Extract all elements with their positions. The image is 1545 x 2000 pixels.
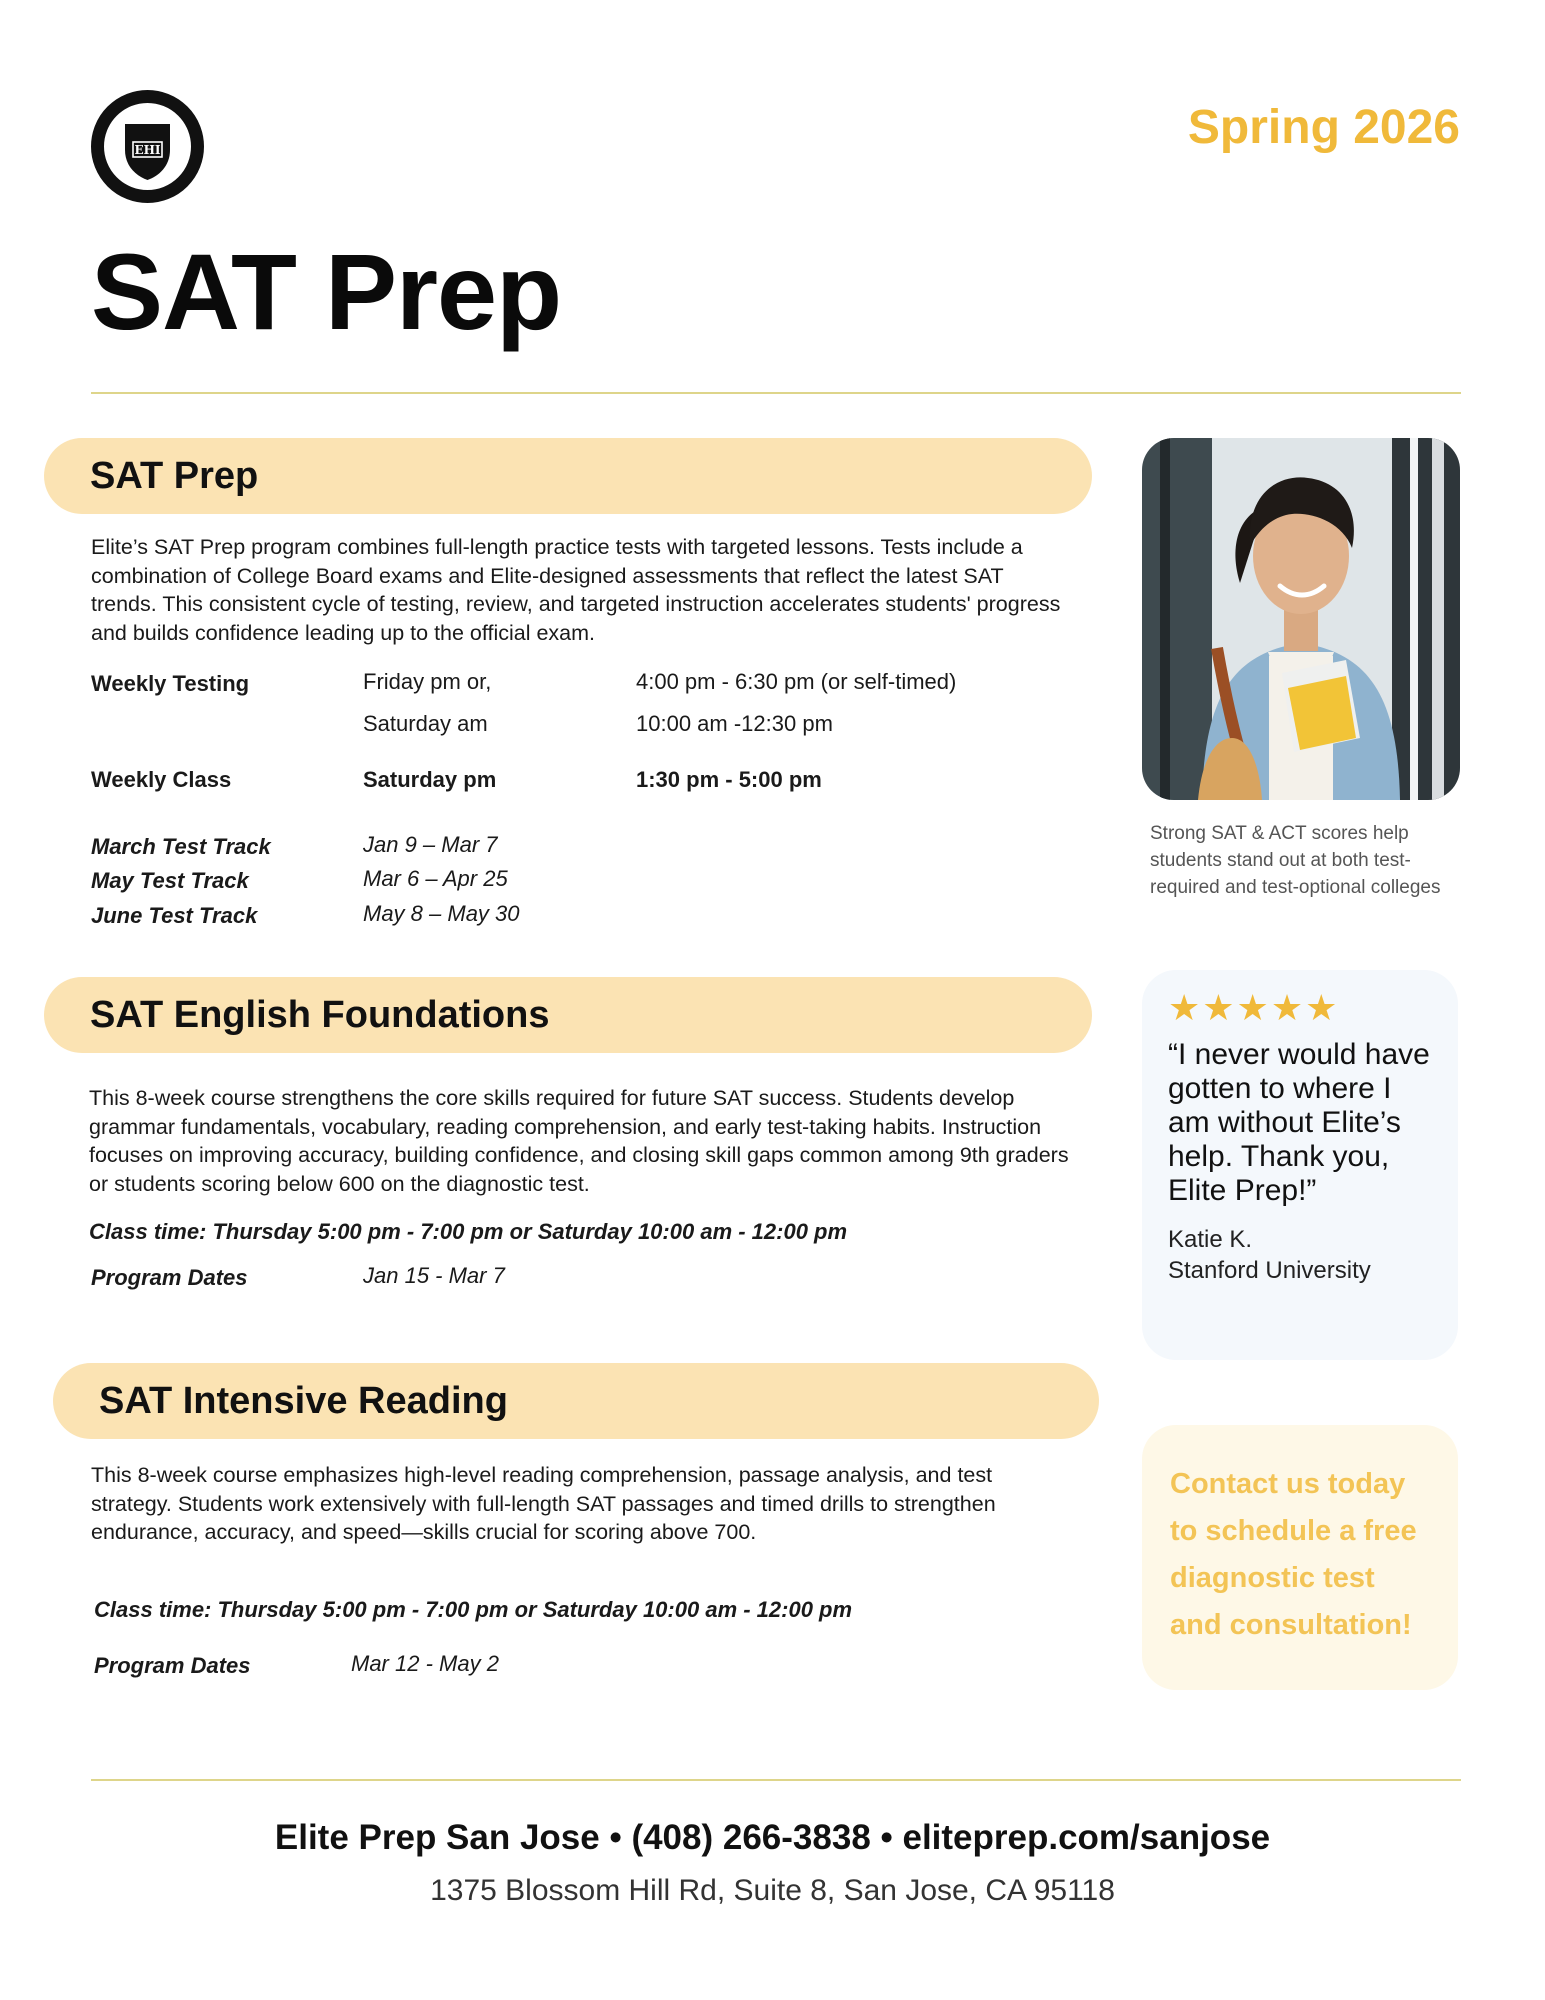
reading-class-time: Class time: Thursday 5:00 pm - 7:00 pm or Saturday 10:00 am - 12:00 pm <box>94 1597 853 1622</box>
section-header-sat-prep <box>44 438 1092 514</box>
testimonial-author-name: Katie K. <box>1168 1226 1253 1253</box>
logo <box>91 90 204 203</box>
page-title: SAT Prep <box>91 231 562 352</box>
track-name: May Test Track <box>91 868 249 893</box>
reading-program-dates: Mar 12 - May 2 <box>351 1651 499 1676</box>
logo-text: EHI <box>134 143 161 157</box>
track-name: June Test Track <box>91 903 258 928</box>
weekly-testing-day-1: Friday pm or, <box>363 669 492 694</box>
english-class-time: Class time: Thursday 5:00 pm - 7:00 pm or Saturday 10:00 am - 12:00 pm <box>89 1219 848 1244</box>
reading-program-dates-label: Program Dates <box>94 1653 251 1678</box>
student-photo <box>1142 438 1460 800</box>
weekly-class-day: Saturday pm <box>363 767 497 792</box>
weekly-testing-day-2: Saturday am <box>363 711 488 736</box>
weekly-testing-time-1: 4:00 pm - 6:30 pm (or self-timed) <box>636 669 957 694</box>
track-name: March Test Track <box>91 834 271 859</box>
top-divider <box>91 392 1461 394</box>
track-dates: May 8 – May 30 <box>363 901 520 926</box>
footer-divider <box>91 1779 1461 1781</box>
section-title: SAT Intensive Reading <box>99 1379 508 1422</box>
weekly-testing-time-2: 10:00 am -12:30 pm <box>636 711 833 736</box>
sat-prep-description: Elite’s SAT Prep program combines full-length practice tests with targeted lessons. Tests include a combination of College Board exams and Elite-designed assessments that reflect the latest SAT trends. This consistent cycle of testing, review, and targeted instruction accelerates students' progress and builds confidence leading up to the official exam. <box>91 535 1061 645</box>
footer-contact: Elite Prep San Jose • (408) 266-3838 • eliteprep.com/sanjose <box>274 1818 1271 1857</box>
section-header-reading <box>53 1363 1099 1439</box>
shield-crest-icon <box>91 90 204 203</box>
weekly-class-time: 1:30 pm - 5:00 pm <box>636 767 822 792</box>
testimonial-author-school: Stanford University <box>1168 1257 1371 1284</box>
season-label: Spring 2026 <box>1187 101 1460 154</box>
photo-caption: Strong SAT & ACT scores help students stand out at both test-required and test-optional colleges <box>1150 823 1441 898</box>
weekly-testing-label: Weekly Testing <box>91 671 250 696</box>
weekly-class-label: Weekly Class <box>91 767 232 792</box>
reading-description: This 8-week course emphasizes high-level reading comprehension, passage analysis, and test strategy. Students work extensively with full-length SAT passages and timed drills to strengthen endurance, accuracy, and speed—skills crucial for scoring above 700. <box>91 1463 996 1544</box>
section-title: SAT English Foundations <box>90 993 550 1036</box>
section-header-english <box>44 977 1092 1053</box>
testimonial-quote: “I never would have gotten to where I am without Elite’s help. Thank you, Elite Prep!” <box>1168 1038 1430 1207</box>
track-dates: Mar 6 – Apr 25 <box>363 866 508 891</box>
testimonial-card <box>1142 970 1458 1360</box>
english-program-dates-label: Program Dates <box>91 1265 248 1290</box>
contact-cta-text: Contact us today to schedule a free diagnostic test and consultation! <box>1170 1468 1417 1641</box>
track-dates: Jan 9 – Mar 7 <box>363 832 498 857</box>
section-title: SAT Prep <box>90 454 259 497</box>
rating-stars: ★★★★★ <box>1168 987 1340 1028</box>
english-description: This 8-week course strengthens the core skills required for future SAT success. Students develop grammar fundamentals, vocabulary, reading comprehension, and early test-taking habits. Instruction focuses on improving accuracy, building confidence, and closing skill gaps common among 9th graders or students scoring below 600 on the diagnostic test. <box>89 1086 1069 1196</box>
contact-cta-card <box>1142 1425 1458 1690</box>
footer-address: 1375 Blossom Hill Rd, Suite 8, San Jose, CA 95118 <box>430 1874 1115 1907</box>
english-program-dates: Jan 15 - Mar 7 <box>363 1263 505 1288</box>
